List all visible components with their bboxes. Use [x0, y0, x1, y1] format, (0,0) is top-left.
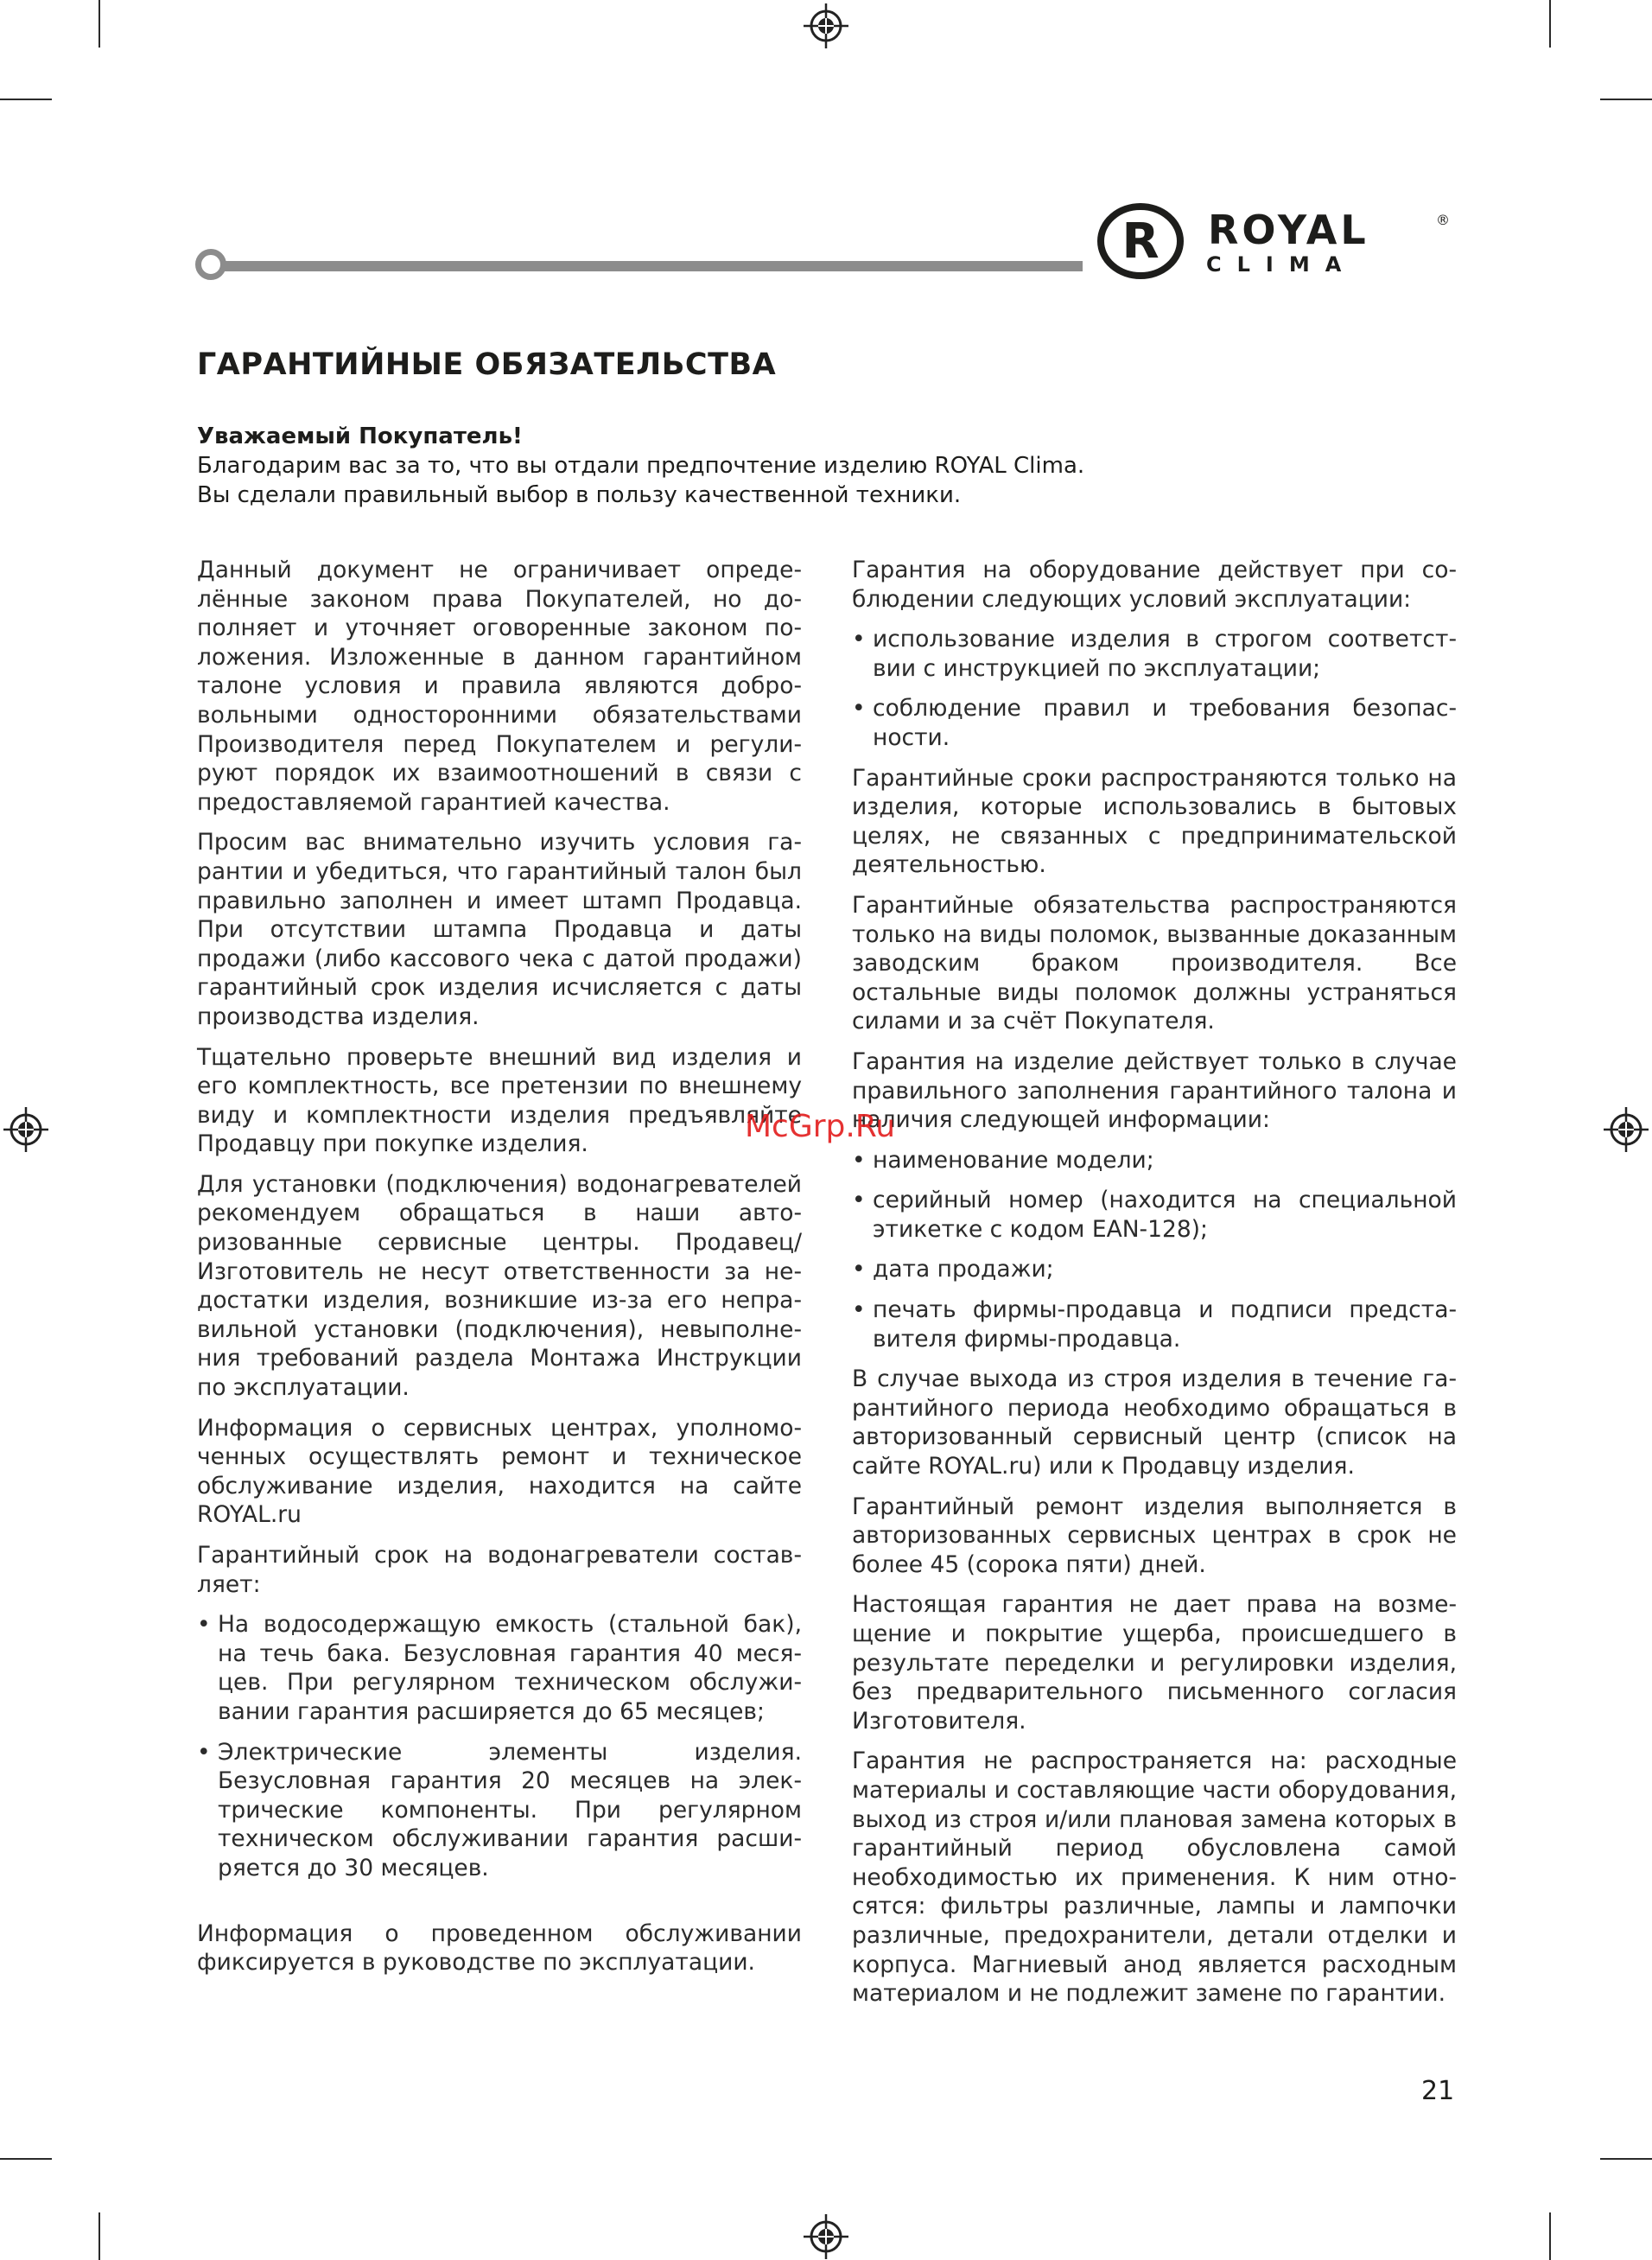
crop-mark	[98, 0, 100, 48]
paragraph: Тщательно проверьте внешний вид изделия и его комплектность, все претензии по внешнему виду и комплектности изделия предъявляйте Продавцу при покупке изделия.	[197, 1043, 802, 1158]
royal-clima-logo	[1096, 199, 1458, 285]
list-item: • наименование модели;	[852, 1146, 1457, 1175]
paragraph: Информация о сервисных центрах, уполномоченных осуществлять ремонт и техническое обслуживание изделия, находится на сайте ROYAL.ru	[197, 1414, 802, 1529]
right-column	[852, 556, 1457, 2020]
paragraph: Для установки (подключения) водонагревателей рекомендуем обращаться в наши авторизованные сервисные центры. Продавец/ Изготовитель не несут ответственности за недостатки изделия, возникшие из-за его неправильной установки (подключения), невыполнения требований раздела Монтажа Инструкции по эксплуатации.	[197, 1170, 802, 1402]
list-item: • Электрические элементы изделия. Безусловная гарантия 20 месяцев на электрические компоненты. При регулярном техническом обслуживании гарантия расширяется до 30 месяцев.	[197, 1738, 802, 1883]
crop-mark	[0, 2158, 52, 2160]
bullet-list	[197, 1610, 802, 1882]
crop-mark	[1600, 99, 1652, 100]
registration-mark-icon	[1604, 1107, 1649, 1152]
list-item: • дата продажи;	[852, 1255, 1457, 1284]
paragraph: Гарантийный срок на водонагреватели составляет:	[197, 1542, 802, 1598]
crop-mark	[1549, 0, 1551, 48]
brand-top: ROYAL	[1208, 207, 1369, 253]
crop-mark	[1600, 2158, 1652, 2160]
registration-mark-icon	[804, 2214, 848, 2259]
paragraph: Гарантия на изделие действует только в случае правильного заполнения гарантийного талона и наличия следующей информации:	[852, 1047, 1457, 1134]
bullet-list	[852, 1146, 1457, 1354]
registration-mark-icon	[804, 3, 848, 48]
brand-bottom: CLIMA	[1206, 252, 1357, 277]
header-rule-knob	[195, 249, 226, 280]
paragraph: Настоящая гарантия не дает права на возмещение и покрытие ущерба, происшедшего в результате переделки и регулировки изделия, без предварительного письменного согласия Изготовителя.	[852, 1591, 1457, 1735]
list-item: • На водосодержащую емкость (стальной бак), на течь бака. Безусловная гарантия 40 месяцев. При регулярном техническом обслуживании гарантия расширяется до 65 месяцев;	[197, 1610, 802, 1726]
paragraph: Просим вас внимательно изучить условия гарантии и убедиться, что гарантийный талон был правильно заполнен и имеет штамп Продавца. При отсутствии штампа Продавца и даты продажи (либо кассового чека с датой продажи) гарантийный срок изделия исчисляется с даты производства изделия.	[197, 829, 802, 1030]
paragraph: Информация о проведенном обслуживании фиксируется в руководстве по эксплуатации.	[197, 1919, 802, 1977]
paragraph: Гарантийные сроки распространяются только на изделия, которые использовались в бытовых целях, не связанных с предпринимательской деятельностью.	[852, 764, 1457, 879]
list-item: • использование изделия в строгом соответствии с инструкцией по эксплуатации;	[852, 625, 1457, 683]
page-title: ГАРАНТИЙНЫЕ ОБЯЗАТЕЛЬСТВА	[197, 347, 777, 382]
list-item: • серийный номер (находится на специальной этикетке с кодом EAN-128);	[852, 1186, 1457, 1244]
header-rule	[199, 261, 1083, 271]
crop-mark	[1549, 2212, 1551, 2260]
list-item: • печать фирмы-продавца и подписи представителя фирмы-продавца.	[852, 1296, 1457, 1353]
page-number: 21	[1421, 2076, 1455, 2106]
intro-block	[197, 422, 1450, 510]
crop-mark	[98, 2212, 100, 2260]
crop-mark	[0, 99, 52, 100]
bullet-list	[852, 625, 1457, 752]
paragraph: Гарантия на оборудование действует при соблюдении следующих условий эксплуатации:	[852, 557, 1457, 613]
paragraph: Гарантийные обязательства распространяются только на виды поломок, вызванные доказанным заводским браком производителя. Все остальные виды поломок должны устраняться силами и за счёт Покупателя.	[852, 891, 1457, 1035]
logo-letter: R	[1121, 213, 1160, 270]
registered-mark: ®	[1436, 212, 1450, 228]
intro-line: Вы сделали правильный выбор в пользу качественной техники.	[197, 482, 962, 508]
paragraph: Данный документ не ограничивает определённые законом права Покупателей, но дополняет и уточняет оговоренные законом положения. Изложенные в данном гарантийном талоне условия и правила являются добровольными односторонними обязательствами Производителя перед Покупателем и регулируют порядок их взаимоотношений в связи с предоставляемой гарантией качества.	[197, 557, 802, 816]
intro-line: Благодарим вас за то, что вы отдали предпочтение изделию ROYAL Clima.	[197, 453, 1085, 479]
registration-mark-icon	[3, 1107, 48, 1152]
watermark: McGrp.Ru	[745, 1109, 896, 1144]
paragraph: В случае выхода из строя изделия в течение гарантийного периода необходимо обращаться в авторизованный сервисный центр (список на сайте ROYAL.ru) или к Продавцу изделия.	[852, 1366, 1457, 1480]
intro-greeting: Уважаемый Покупатель!	[197, 423, 523, 449]
left-column	[197, 556, 802, 1989]
paragraph: Гарантия не распространяется на: расходные материалы и составляющие части оборудования, выход из строя и/или плановая замена которых в гарантийный период обусловлена самой необходимостью их применения. К ним относятся: фильтры различные, лампы и лампочки различные, предохранители, детали отделки и корпуса. Магниевый анод является расходным материалом и не подлежит замене по гарантии.	[852, 1748, 1457, 2008]
paragraph: Гарантийный ремонт изделия выполняется в авторизованных сервисных центрах в срок не более 45 (сорока пяти) дней.	[852, 1493, 1457, 1578]
list-item: • соблюдение правил и требования безопасности.	[852, 694, 1457, 752]
